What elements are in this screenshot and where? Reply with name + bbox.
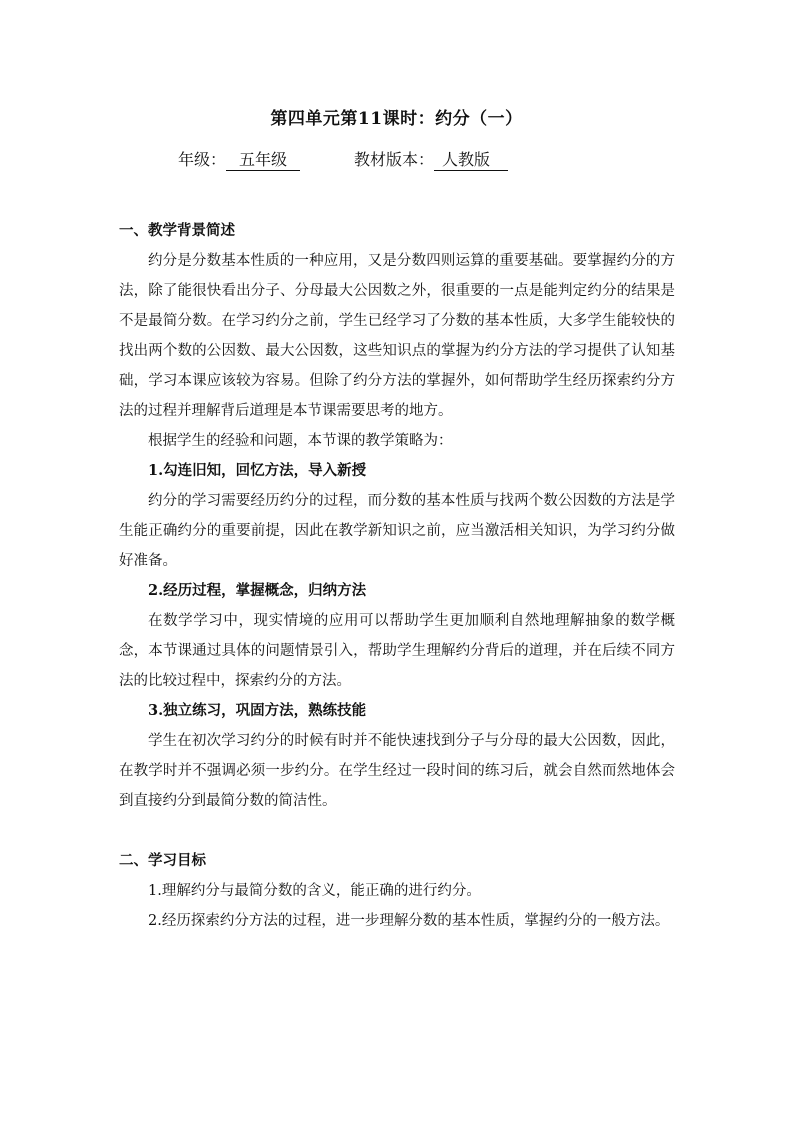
strategy-text-3: 学生在初次学习约分的时候有时并不能快速找到分子与分母的最大公因数，因此，在教学时并不强调必须一步约分。在学生经过一段时间的练习后，就会自然而然地体会到直接约分到最简分数的简洁性。	[119, 733, 675, 809]
page-title: 第四单元第11课时：约分（一）	[270, 109, 523, 129]
section-heading-background: 一、教学背景简述	[119, 222, 235, 239]
section-spacer	[119, 816, 675, 846]
strategy-intro-paragraph: 根据学生的经验和问题，本节课的教学策略为：	[148, 433, 453, 449]
objective-item-2: 2.经历探索约分方法的过程，进一步理解分数的基本性质，掌握约分的一般方法。	[148, 913, 670, 929]
strategy-title-1: 1.勾连旧知，回忆方法，导入新授	[148, 462, 367, 479]
section-heading-objectives: 二、学习目标	[119, 852, 206, 869]
edition-label: 教材版本：	[354, 150, 435, 169]
strategy-title-3: 3.独立练习，巩固方法，熟练技能	[148, 702, 367, 719]
grade-value: 五年级	[226, 151, 300, 171]
background-paragraph: 约分是分数基本性质的一种应用，又是分数四则运算的重要基础。要掌握约分的方法，除了能很快看出分子、分母最大公因数之外，很重要的一点是能判定约分的结果是不是最简分数。在学习约分之前，学生已经学习了分数的基本性质，大多学生能较快的找出两个数的公因数、最大公因数，这些知识点的掌握为约分方法的学习提供了认知基础，学习本课应该较为容易。但除了约分方法的掌握外，如何帮助学生经历探索约分方法的过程并理解背后道理是本节课需要思考的地方。	[119, 253, 675, 419]
strategy-text-2: 在数学学习中，现实情境的应用可以帮助学生更加顺利自然地理解抽象的数学概念，本节课通过具体的问题情景引入，帮助学生理解约分背后的道理，并在后续不同方法的比较过程中，探索约分的方法。	[119, 613, 675, 689]
lesson-meta	[178, 147, 508, 171]
edition-value: 人教版	[434, 151, 508, 171]
grade-label: 年级：	[178, 150, 227, 169]
document-body	[119, 216, 675, 936]
strategy-text-1: 约分的学习需要经历约分的过程，而分数的基本性质与找两个数公因数的方法是学生能正确约分的重要前提，因此在教学新知识之前，应当激活相关知识，为学习约分做好准备。	[119, 493, 675, 569]
objective-item-1: 1.理解约分与最简分数的含义，能正确的进行约分。	[148, 883, 481, 899]
strategy-title-2: 2.经历过程，掌握概念，归纳方法	[148, 582, 367, 599]
